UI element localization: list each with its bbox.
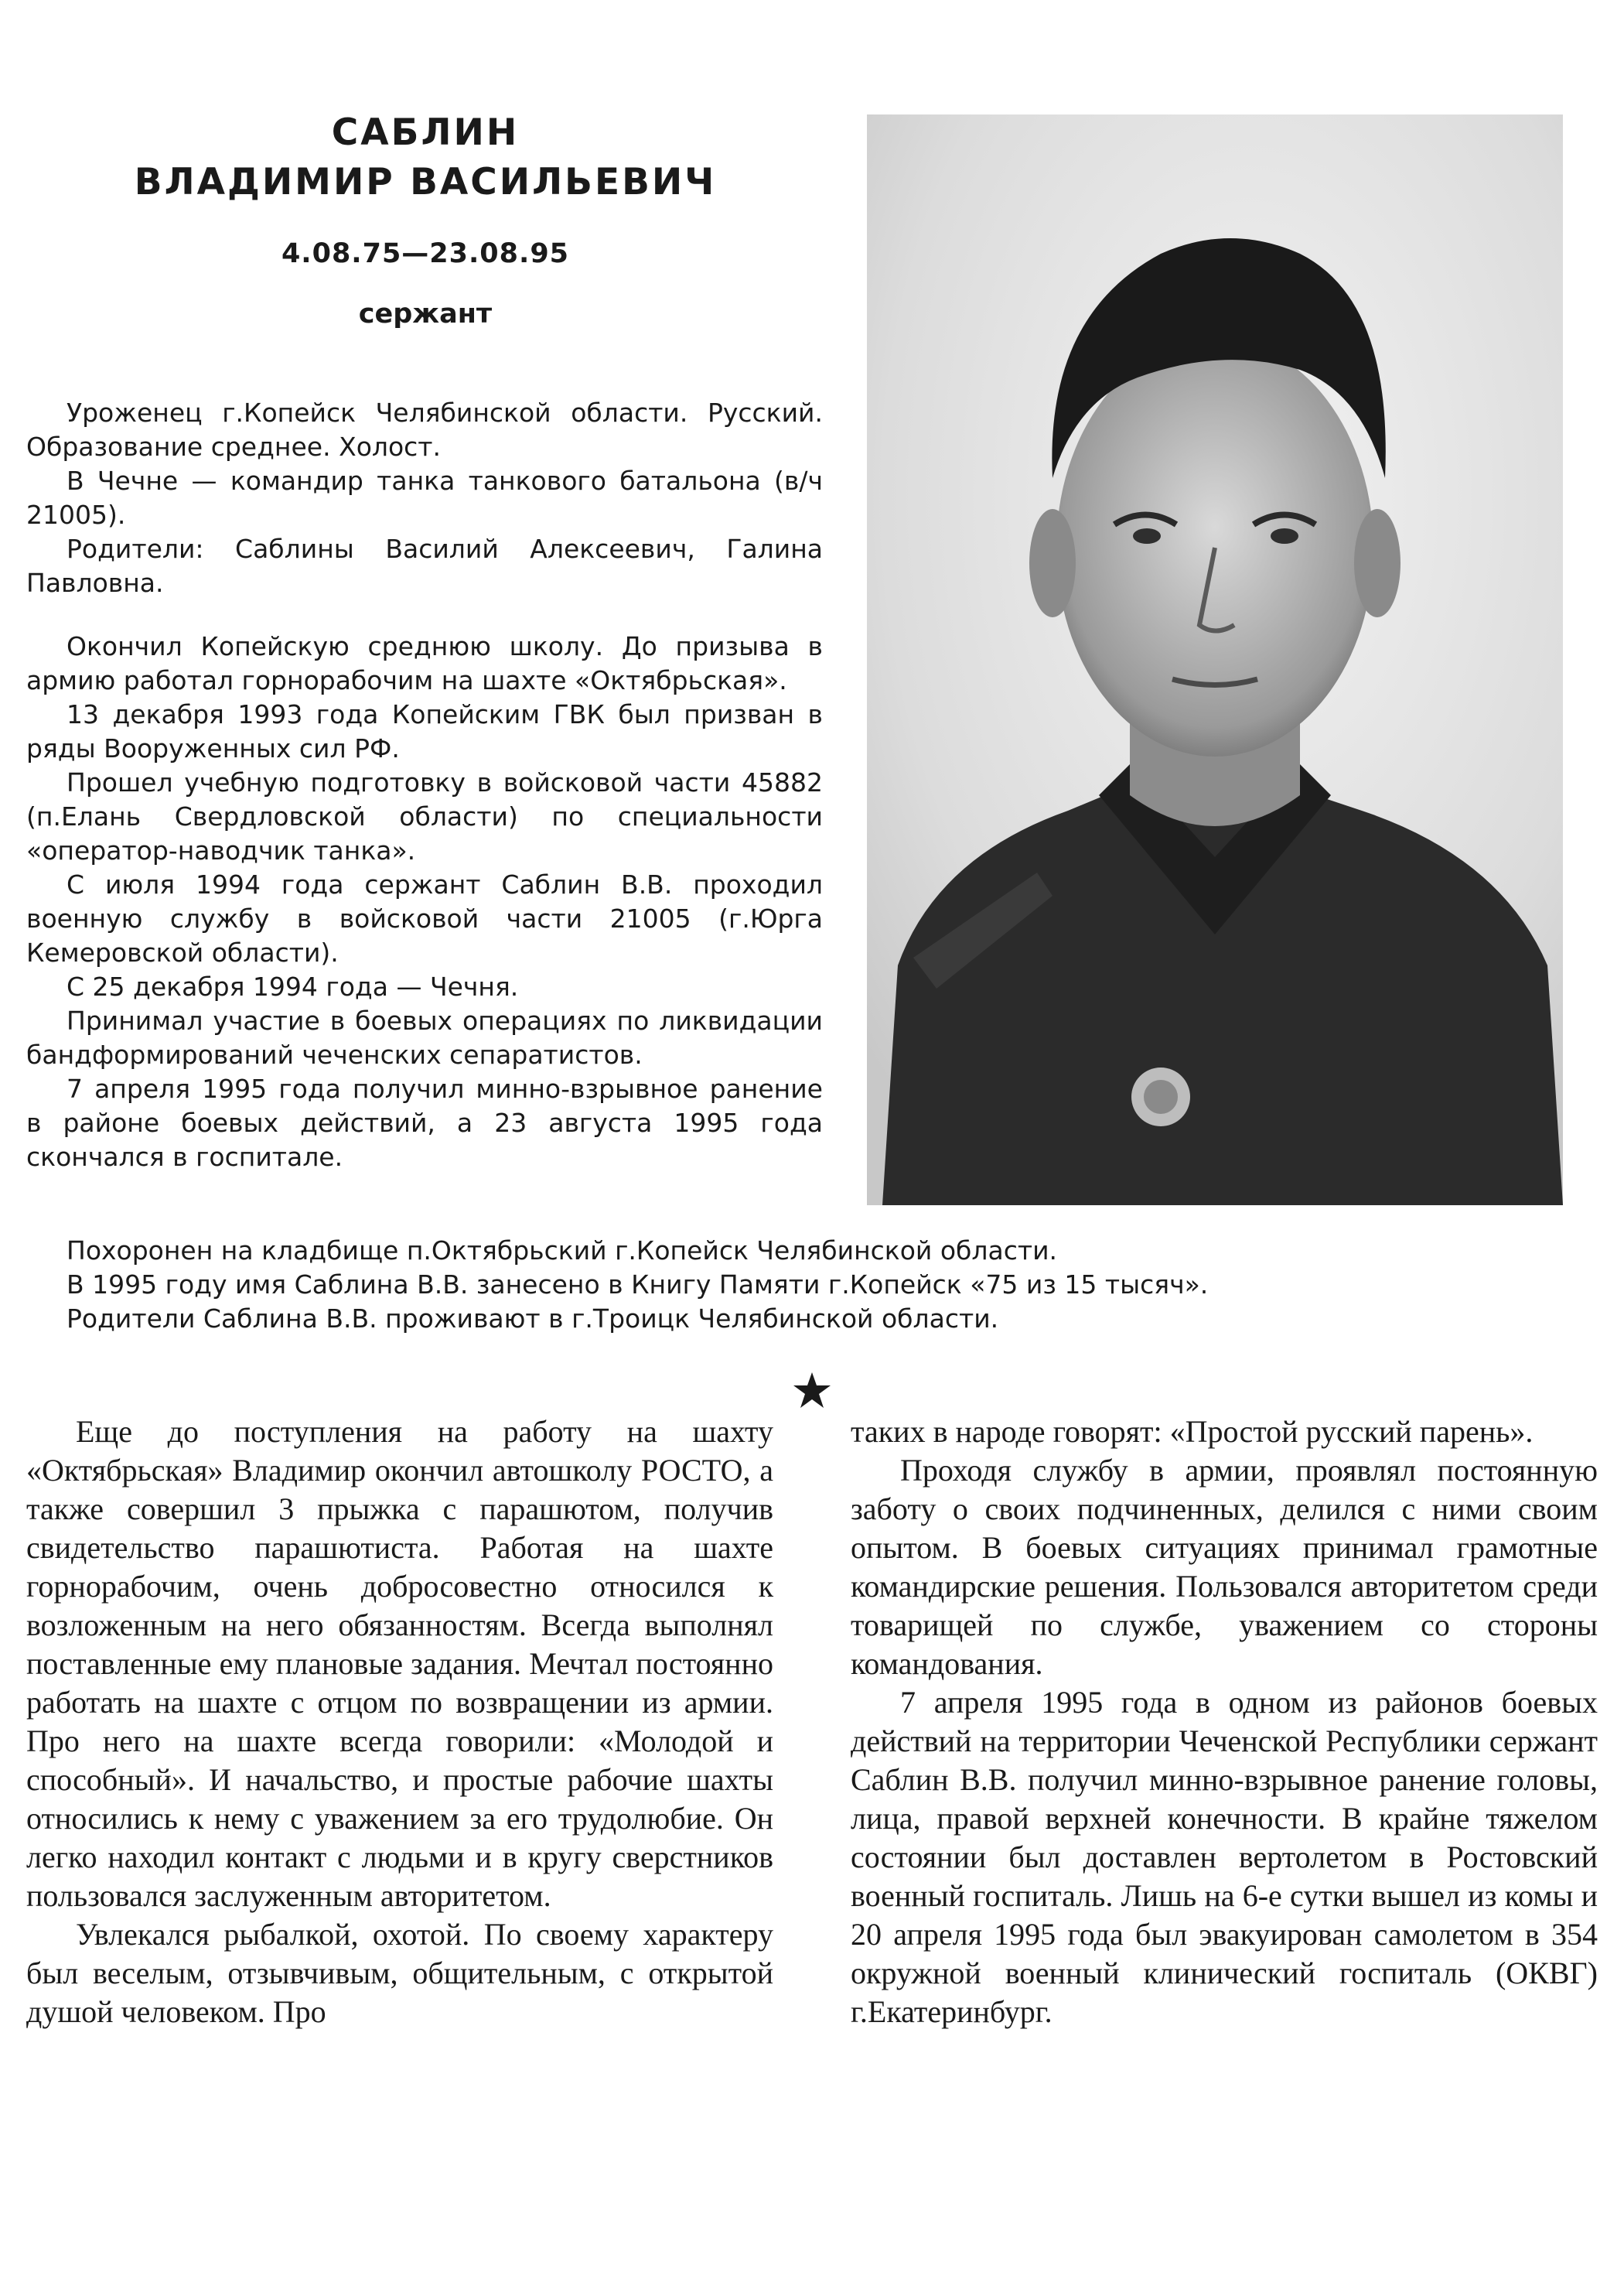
bio-paragraph: Родители Саблина В.В. проживают в г.Троицк Челябинской области.: [67, 1303, 999, 1334]
article-paragraph: Проходя службу в армии, проявлял постоянную заботу о своих подчиненных, делился с ними своим опытом. В боевых ситуациях принимал грамотные командирские решения. Пользовался авторитетом среди товарищей по службе, уважением со стороны командования.: [851, 1453, 1598, 1681]
rank: сержант: [358, 299, 493, 330]
life-dates: 4.08.75—23.08.95: [281, 238, 570, 269]
bio-paragraph: С июля 1994 года сержант Саблин В.В. проходил военную службу в войсковой части 21005 (г.Юрга Кемеровской области).: [26, 869, 823, 968]
bio-paragraph: Окончил Копейскую среднюю школу. До призыва в армию работал горнорабочим на шахте «Октябрьская».: [26, 631, 823, 695]
article-paragraph: таких в народе говорят: «Простой русский парень».: [851, 1414, 1534, 1449]
bio-paragraph: С 25 декабря 1994 года — Чечня.: [67, 972, 519, 1002]
article-column-left: [26, 1413, 773, 2031]
bio-paragraph: Принимал участие в боевых операциях по ликвидации бандформирований чеченских сепаратистов.: [26, 1006, 823, 1070]
bio-paragraph: Родители: Саблины Василий Алексеевич, Галина Павловна.: [26, 534, 823, 598]
article-column-right: [851, 1413, 1598, 2031]
bio-paragraph: Уроженец г.Копейск Челябинской области. Русский. Образование среднее. Холост.: [26, 398, 823, 462]
bio-paragraph: Похоронен на кладбище п.Октябрьский г.Копейск Челябинской области.: [67, 1235, 1058, 1266]
portrait-photo: [867, 114, 1563, 1205]
bio-paragraph: Прошел учебную подготовку в войсковой части 45882 (п.Елань Свердловской области) по специальности «оператор-наводчик танка».: [26, 767, 823, 866]
bio-paragraph: В 1995 году имя Саблина В.В. занесено в Книгу Памяти г.Копейск «75 из 15 тысяч».: [67, 1269, 1209, 1300]
bio-paragraph: 7 апреля 1995 года получил минно-взрывное ранение в районе боевых действий, а 23 августа 1995 года скончался в госпитале.: [26, 1074, 823, 1172]
given-names: ВЛАДИМИР ВАСИЛЬЕВИЧ: [134, 161, 717, 203]
article-paragraph: 7 апреля 1995 года в одном из районов боевых действий на территории Чеченской Республики сержант Саблин В.В. получил минно-взрывное ранение головы, лица, правой верхней конечности. В крайне тяжелом состоянии был доставлен вертолетом в Ростовский военный госпиталь. Лишь на 6-е сутки вышел из комы и 20 апреля 1995 года был эвакуирован самолетом в 354 окружной военный клинический госпиталь (ОКВГ) г.Екатеринбург.: [851, 1685, 1598, 2029]
bio-section-2: [26, 630, 823, 1174]
article-paragraph: Еще до поступления на работу на шахту «Октябрьская» Владимир окончил автошколу РОСТО, а также совершил 3 прыжка с парашютом, получив свидетельство парашютиста. Работая на шахте горнорабочим, очень добросовестно относился к возложенным на него обязанностям. Всегда выполнял поставленные ему плановые задания. Мечтал постоянно работать на шахте с отцом по возвращении из армии. Про него на шахте всегда говорили: «Молодой и способный». И начальство, и простые рабочие шахты относились к нему с уважением за его трудолюбие. Он легко находил контакт с людьми и в кругу сверстников пользовался заслуженным авторитетом.: [26, 1414, 773, 1913]
star-icon: [793, 1371, 831, 1409]
bio-section-3: [67, 1234, 1536, 1336]
portrait-image: [867, 114, 1563, 1205]
bio-section-1: [26, 396, 823, 600]
bio-paragraph: В Чечне — командир танка танкового батальона (в/ч 21005).: [26, 466, 823, 530]
header: [77, 108, 773, 330]
surname: САБЛИН: [331, 111, 520, 154]
bio-paragraph: 13 декабря 1993 года Копейским ГВК был призван в ряды Вооруженных сил РФ.: [26, 699, 823, 764]
article-paragraph: Увлекался рыбалкой, охотой. По своему характеру был веселым, отзывчивым, общительным, с открытой душой человеком. Про: [26, 1917, 773, 2029]
